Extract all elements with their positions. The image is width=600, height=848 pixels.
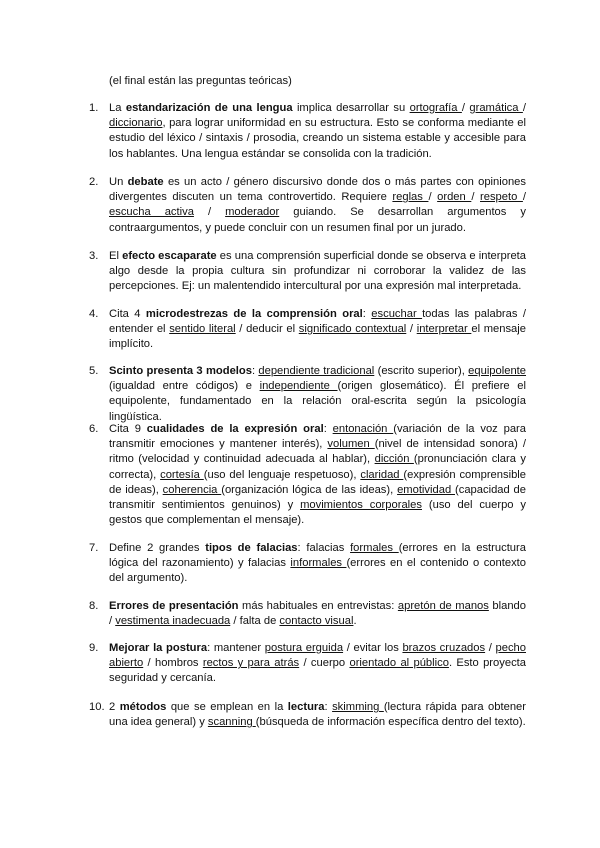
underlined-term: brazos cruzados	[402, 642, 486, 654]
text-run: implica desarrollar su	[292, 102, 410, 114]
text-run: /	[461, 102, 470, 114]
bold-term: Mejorar la postura	[109, 642, 208, 654]
list-item	[89, 101, 526, 162]
bold-term: Scinto presenta 3 modelos	[109, 365, 252, 377]
text-run: :	[324, 701, 333, 713]
text-run: (errores en la estructura lógica del razonamiento) y falacias	[109, 542, 526, 570]
item-number: 1.	[89, 102, 99, 114]
text-run: : mantener	[207, 642, 265, 654]
list-item	[89, 599, 526, 629]
item-text	[109, 175, 526, 236]
text-run: (escrito superior),	[374, 365, 469, 377]
underlined-term: coherencia	[162, 483, 222, 496]
text-run: más habituales en entrevistas:	[238, 600, 398, 612]
item-text	[109, 249, 526, 295]
list-item	[89, 641, 526, 687]
text-run: La	[109, 102, 126, 114]
underlined-term: diccionario	[109, 117, 163, 130]
item-text	[109, 307, 526, 353]
list-item	[89, 422, 526, 528]
text-run: /	[485, 642, 496, 654]
text-run: /	[193, 206, 226, 219]
text-run: Un	[109, 176, 128, 188]
text-run: (uso del cuerpo y gestos que complementan el mensaje).	[109, 499, 527, 527]
underlined-term: formales	[350, 542, 399, 554]
item-number: 4.	[89, 308, 99, 320]
text-run: es una comprensión superficial donde se observa e interpreta algo desde la propia cultura sin profundizar ni corroborar la validez de las percepciones. Ej: un malentendido intercultural por una expresión mal interpretada.	[109, 250, 526, 293]
text-run: / falta de	[230, 615, 280, 628]
underlined-term: gramática	[469, 102, 523, 114]
text-run: (capacidad de transmitir sentimientos genuinos) y	[109, 483, 526, 512]
underlined-term: scanning	[207, 716, 256, 729]
bold-term: lectura	[287, 701, 325, 713]
underlined-term: postura erguida	[264, 642, 344, 654]
underlined-term: significado contextual	[298, 323, 407, 336]
underlined-term: respeto	[480, 191, 523, 204]
text-run: guiando. Se desarrollan argumentos y contraargumentos, y puede concluir con un resumen final por un jurado.	[109, 206, 526, 234]
item-text	[109, 700, 526, 730]
underlined-term: skimming	[332, 701, 384, 713]
underlined-term: informales	[290, 557, 347, 570]
text-run: Cita 9	[109, 423, 147, 435]
item-text	[109, 364, 526, 425]
underlined-term: emotividad	[397, 483, 455, 496]
item-number: 9.	[89, 642, 99, 654]
item-number: 2.	[89, 176, 99, 188]
bold-term: estandarización de una lengua	[125, 102, 293, 114]
text-run: (igualdad entre códigos) e	[109, 380, 260, 393]
item-number: 10.	[89, 701, 105, 713]
bold-term: tipos de falacias	[205, 542, 298, 554]
text-run: (origen glosemático). Él prefiere el equipolente, fundamentado en la relación oral-escrita según la psicología lingüística.	[109, 380, 526, 423]
text-run: El	[109, 250, 123, 262]
bold-term: efecto escaparate	[122, 250, 217, 262]
underlined-term: apretón de manos	[397, 600, 489, 612]
bold-term: métodos	[119, 701, 167, 713]
text-run: /	[471, 191, 481, 204]
text-run: /	[406, 323, 417, 336]
text-run: / hombros	[143, 657, 203, 670]
text-run: /	[522, 191, 527, 204]
text-run: :	[323, 423, 333, 435]
item-number: 7.	[89, 542, 99, 554]
text-run: (lectura rápida para obtener una idea general) y	[109, 701, 526, 729]
text-run: :	[362, 308, 372, 320]
item-text	[109, 641, 526, 687]
text-run: . Esto proyecta seguridad y cercanía.	[109, 657, 526, 685]
item-text	[109, 101, 526, 162]
underlined-term: dependiente tradicional	[258, 365, 375, 377]
text-run: (errores en el contenido o contexto del argumento).	[109, 557, 526, 585]
underlined-term: escucha activa	[109, 206, 194, 219]
underlined-term: interpretar	[416, 323, 472, 336]
text-run: es un acto / género discursivo donde dos o más partes con opiniones divergentes discuten un tema controvertido. Requiere	[109, 176, 526, 204]
text-run: (nivel de intensidad sonora) / ritmo (velocidad y continuidad adecuada al hablar),	[109, 438, 526, 466]
underlined-term: ortografía	[409, 102, 462, 114]
underlined-term: moderador	[225, 206, 280, 219]
underlined-term: volumen	[327, 438, 375, 451]
item-text	[109, 422, 526, 528]
list-item	[89, 541, 526, 587]
underlined-term: equipolente	[468, 365, 527, 377]
underlined-term: dicción	[374, 453, 414, 466]
intro-note: (el final están las preguntas teóricas)	[109, 75, 292, 87]
list-item	[89, 307, 526, 353]
underlined-term: movimientos corporales	[300, 499, 422, 512]
text-run: (pronunciación clara y correcta),	[109, 453, 526, 481]
text-run: (organización lógica de las ideas),	[221, 483, 398, 496]
underlined-term: vestimenta inadecuada	[115, 615, 231, 628]
text-run: (expresión comprensible de ideas),	[109, 468, 526, 496]
text-run: / cuerpo	[299, 657, 350, 670]
text-run: : falacias	[297, 542, 351, 554]
text-run: (búsqueda de información específica dentro del texto).	[255, 716, 526, 729]
text-run: /	[522, 102, 526, 114]
text-run: , para lograr uniformidad en su estructura. Esto se conforma mediante el estudio del léxico / sintaxis / prosodia, creando un sistema estable y accesible para los hablantes. Una lengua estándar se consolida con la tradición.	[109, 117, 526, 160]
text-run: (variación de la voz para transmitir emociones y mantener interés),	[109, 423, 526, 451]
text-run: que se emplean en la	[166, 701, 288, 713]
underlined-term: sentido literal	[169, 323, 236, 336]
text-run: Cita 4	[109, 308, 146, 320]
list-item	[89, 364, 526, 425]
item-text	[109, 541, 526, 587]
bold-term: Errores de presentación	[109, 600, 239, 612]
list-item	[89, 175, 526, 236]
text-run: blando /	[109, 600, 526, 628]
underlined-term: contacto visual	[279, 615, 354, 628]
text-run: /	[428, 191, 438, 204]
bold-term: debate	[127, 176, 164, 188]
list-item	[89, 249, 526, 295]
bold-term: microdestrezas de la comprensión oral	[145, 308, 363, 320]
text-run: / evitar los	[343, 642, 403, 654]
text-run: / deducir el	[235, 323, 299, 336]
item-number: 8.	[89, 600, 99, 612]
text-run: 2	[109, 701, 120, 713]
underlined-term: escuchar	[371, 308, 423, 320]
underlined-term: orden	[437, 191, 472, 204]
item-number: 3.	[89, 250, 99, 262]
text-run: el mensaje implícito.	[109, 323, 526, 351]
underlined-term: independiente	[259, 380, 338, 393]
underlined-term: claridad	[360, 468, 404, 481]
item-text	[109, 599, 526, 629]
text-run: Define 2 grandes	[109, 542, 206, 554]
text-run: :	[251, 365, 259, 377]
underlined-term: orientado al público	[349, 657, 449, 670]
underlined-term: cortesía	[160, 468, 204, 481]
list-item	[89, 700, 526, 730]
bold-term: cualidades de la expresión oral	[146, 423, 324, 435]
item-number: 6.	[89, 423, 99, 435]
text-run: .	[353, 615, 357, 628]
item-number: 5.	[89, 365, 99, 377]
text-run: (uso del lenguaje respetuoso),	[203, 468, 361, 481]
underlined-term: entonación	[332, 423, 394, 435]
underlined-term: pecho abierto	[109, 642, 526, 670]
underlined-term: rectos y para atrás	[202, 657, 300, 670]
underlined-term: reglas	[392, 191, 429, 204]
text-run: todas las palabras / entender el	[109, 308, 526, 336]
